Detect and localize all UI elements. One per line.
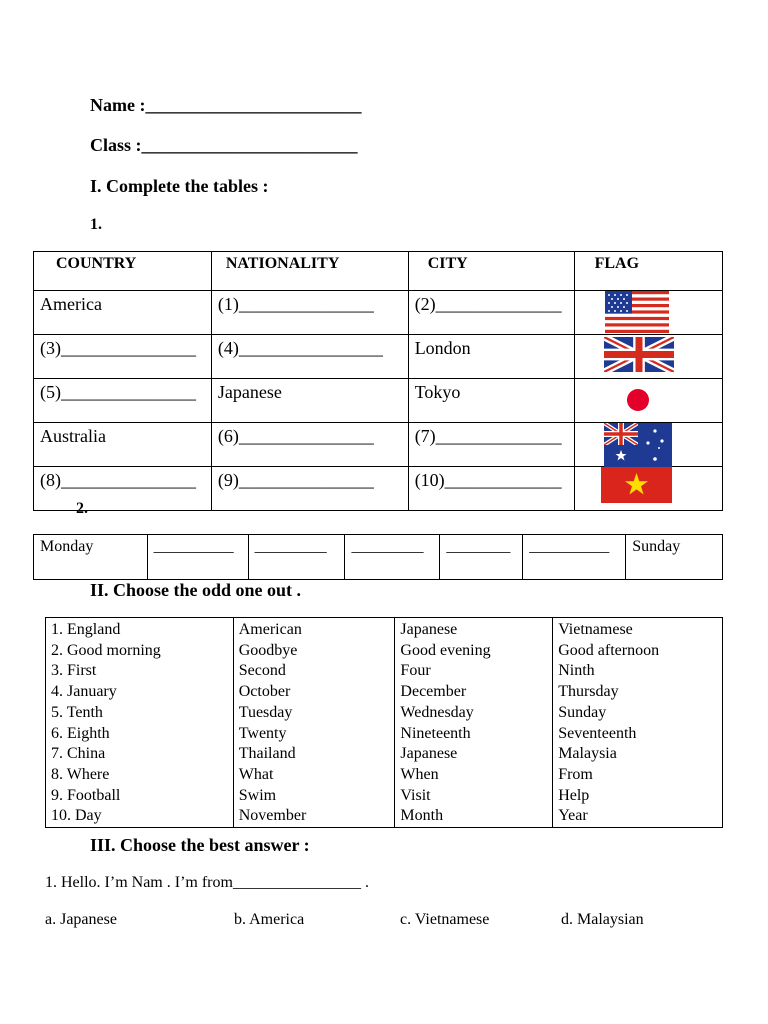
list-item: Thursday <box>558 683 619 701</box>
option-c[interactable]: c. Vietnamese <box>400 911 490 928</box>
word-column-2 <box>233 618 395 828</box>
flag-cell <box>574 291 722 335</box>
city-cell[interactable]: (7)______________ <box>408 423 574 467</box>
list-item: 5. Tenth <box>51 703 103 721</box>
odd-one-out-table <box>45 617 723 828</box>
table-row <box>34 535 723 580</box>
flag-cell <box>574 467 722 511</box>
option-b[interactable]: b. America <box>234 911 305 928</box>
list-item: 2. Good morning <box>51 641 161 659</box>
name-field-label: Name :________________________ <box>90 95 362 115</box>
city-cell: Tokyo <box>408 379 574 423</box>
list-item: American <box>238 621 302 638</box>
day-blank-cell[interactable]: _________ <box>345 535 440 580</box>
day-blank-cell[interactable]: __________ <box>523 535 626 580</box>
nationality-cell[interactable]: (9)_______________ <box>211 467 408 511</box>
flag-cell <box>574 423 722 467</box>
days-table <box>33 534 723 580</box>
list-item: Vietnamese <box>558 621 633 638</box>
header-city: CITY <box>408 252 574 291</box>
country-table-header <box>34 252 723 291</box>
class-field-label: Class :________________________ <box>90 135 358 155</box>
nationality-cell[interactable]: (6)_______________ <box>211 423 408 467</box>
list-item: 10. Day <box>51 807 102 825</box>
table-row <box>34 423 723 467</box>
day-cell: Monday <box>34 535 148 580</box>
country-table <box>33 251 723 511</box>
country-cell[interactable]: (3)_______________ <box>34 335 212 379</box>
day-blank-cell[interactable]: __________ <box>147 535 248 580</box>
list-item: What <box>238 765 274 783</box>
list-item: Ninth <box>558 662 595 680</box>
list-item: Visit <box>400 786 431 804</box>
section-3-title: III. Choose the best answer : <box>90 835 310 855</box>
list-item: When <box>400 765 439 783</box>
list-item: 3. First <box>51 662 97 680</box>
nationality-cell: Japanese <box>211 379 408 423</box>
table-row <box>34 379 723 423</box>
list-item: Month <box>400 807 444 825</box>
list-item: 1. England <box>51 621 121 638</box>
section-2-title: II. Choose the odd one out . <box>90 580 302 600</box>
country-cell: America <box>34 291 212 335</box>
country-cell: Australia <box>34 423 212 467</box>
word-column-4 <box>553 618 723 828</box>
list-item: Year <box>558 807 588 825</box>
header-country: COUNTRY <box>34 252 212 291</box>
list-item: December <box>400 683 467 701</box>
city-cell[interactable]: (10)_____________ <box>408 467 574 511</box>
nationality-cell[interactable]: (1)_______________ <box>211 291 408 335</box>
day-blank-cell[interactable]: _________ <box>248 535 345 580</box>
list-item: November <box>238 807 307 825</box>
day-cell: Sunday <box>626 535 723 580</box>
list-item: Tuesday <box>238 703 293 721</box>
list-item: Sunday <box>558 703 607 721</box>
list-item: Second <box>238 662 286 680</box>
list-item: Wednesday <box>400 703 474 721</box>
list-item: Nineteenth <box>400 724 471 742</box>
list-item: Four <box>400 662 431 680</box>
table-row <box>34 467 723 511</box>
list-item: Thailand <box>238 745 296 763</box>
flag-cell <box>574 335 722 379</box>
list-item: 8. Where <box>51 765 110 783</box>
list-item: Twenty <box>238 724 287 742</box>
section-1-title: I. Complete the tables : <box>90 176 269 196</box>
flag-cell <box>574 379 722 423</box>
part-1-label: 1. <box>90 216 102 233</box>
table-row <box>34 335 723 379</box>
header-flag: FLAG <box>574 252 722 291</box>
list-item: Goodbye <box>238 641 298 659</box>
list-item: 6. Eighth <box>51 724 110 742</box>
list-item: Swim <box>238 786 277 804</box>
australia-flag-icon <box>604 423 672 467</box>
japan-flag-icon <box>607 381 669 419</box>
list-item: 4. January <box>51 683 117 701</box>
list-item: 7. China <box>51 745 106 763</box>
city-cell[interactable]: (2)______________ <box>408 291 574 335</box>
city-cell: London <box>408 335 574 379</box>
list-item: Seventeenth <box>558 724 637 742</box>
header-nationality: NATIONALITY <box>211 252 408 291</box>
table-row <box>46 618 723 828</box>
table-row <box>34 291 723 335</box>
list-item: October <box>238 683 291 701</box>
word-column-1 <box>46 618 234 828</box>
uk-flag-icon <box>604 335 674 374</box>
nationality-cell[interactable]: (4)________________ <box>211 335 408 379</box>
option-a[interactable]: a. Japanese <box>45 911 117 928</box>
vietnam-flag-icon <box>601 467 672 503</box>
list-item: Malaysia <box>558 745 617 763</box>
list-item: Help <box>558 786 590 804</box>
question-1-text: 1. Hello. I’m Nam . I’m from________________ . <box>45 874 369 891</box>
list-item: 9. Football <box>51 786 121 804</box>
day-blank-cell[interactable]: ________ <box>440 535 523 580</box>
country-cell[interactable]: (5)_______________ <box>34 379 212 423</box>
word-column-3 <box>395 618 553 828</box>
usa-flag-icon <box>605 291 669 333</box>
option-d[interactable]: d. Malaysian <box>561 911 644 928</box>
list-item: Good afternoon <box>558 641 660 659</box>
list-item: Good evening <box>400 641 491 659</box>
list-item: Japanese <box>400 621 458 638</box>
part-2-label: 2. <box>76 500 88 517</box>
country-cell[interactable]: (8)_______________ <box>34 467 212 511</box>
list-item: From <box>558 765 593 783</box>
list-item: Japanese <box>400 745 458 763</box>
